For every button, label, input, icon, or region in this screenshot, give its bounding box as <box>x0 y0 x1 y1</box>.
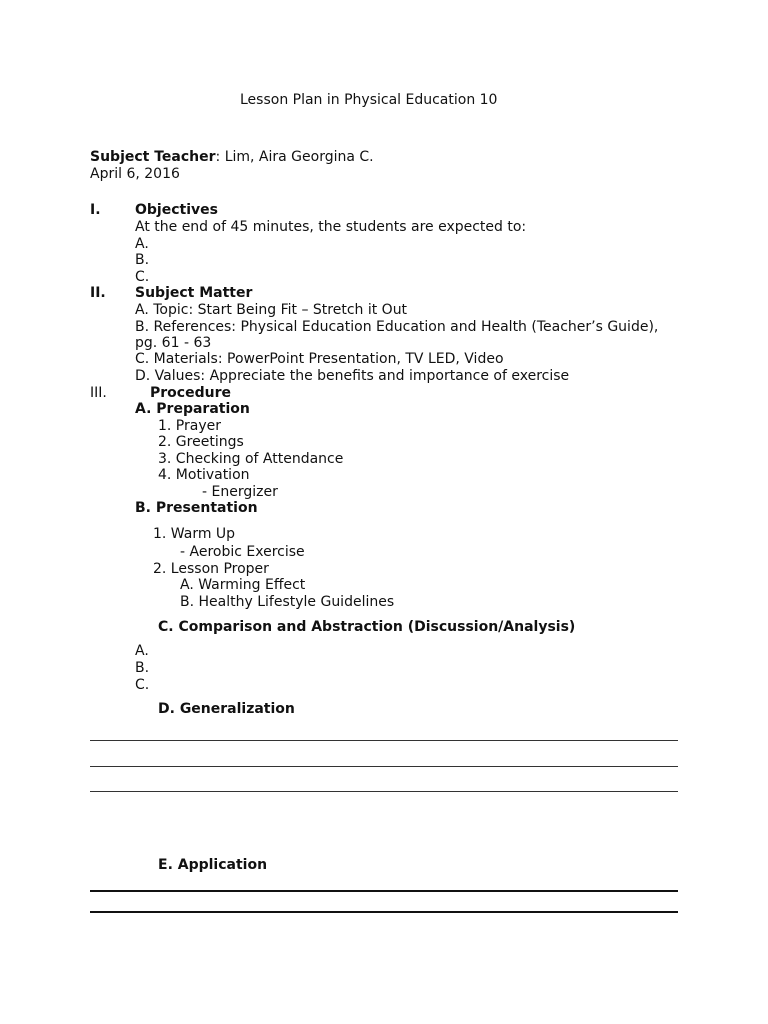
subject-values: D. Values: Appreciate the benefits and importance of exercise <box>135 368 570 384</box>
generalization-answer-line <box>90 791 678 792</box>
objective-item-c: C. <box>135 269 150 285</box>
subject-matter-numeral: II. <box>90 285 106 301</box>
presentation-lesson-b: B. Healthy Lifestyle Guidelines <box>180 594 395 610</box>
preparation-item-motivation: 4. Motivation <box>158 467 250 483</box>
preparation-item-greetings: 2. Greetings <box>158 434 244 450</box>
presentation-warmup: 1. Warm Up <box>153 526 236 542</box>
application-heading: E. Application <box>158 857 268 873</box>
subject-references-pages: pg. 61 - 63 <box>135 335 212 351</box>
subject-references: B. References: Physical Education Education and Health (Teacher’s Guide), <box>135 319 659 335</box>
comparison-item-b: B. <box>135 660 150 676</box>
objective-item-a: A. <box>135 236 149 252</box>
lesson-date: April 6, 2016 <box>90 166 180 182</box>
document-title: Lesson Plan in Physical Education 10 <box>240 92 498 108</box>
presentation-heading: B. Presentation <box>135 500 258 516</box>
presentation-lesson-proper: 2. Lesson Proper <box>153 561 269 577</box>
subject-topic: A. Topic: Start Being Fit – Stretch it Out <box>135 302 408 318</box>
teacher-label: Subject Teacher <box>90 149 216 165</box>
application-answer-line <box>90 890 678 892</box>
generalization-answer-line <box>90 766 678 767</box>
generalization-heading: D. Generalization <box>158 701 295 717</box>
procedure-numeral: III. <box>90 385 107 401</box>
objectives-numeral: I. <box>90 202 101 218</box>
comparison-item-a: A. <box>135 643 149 659</box>
application-answer-line <box>90 911 678 913</box>
comparison-heading: C. Comparison and Abstraction (Discussion/Analysis) <box>158 619 576 635</box>
objective-item-b: B. <box>135 252 150 268</box>
presentation-lesson-a: A. Warming Effect <box>180 577 306 593</box>
comparison-item-c: C. <box>135 677 150 693</box>
preparation-sub-energizer: - Energizer <box>202 484 278 500</box>
procedure-heading: Procedure <box>150 385 231 401</box>
preparation-item-attendance: 3. Checking of Attendance <box>158 451 344 467</box>
objectives-heading: Objectives <box>135 202 218 218</box>
teacher-value: : Lim, Aira Georgina C. <box>215 149 374 165</box>
subject-matter-heading: Subject Matter <box>135 285 253 301</box>
objectives-intro: At the end of 45 minutes, the students are expected to: <box>135 219 527 235</box>
teacher-line <box>90 149 374 166</box>
subject-materials: C. Materials: PowerPoint Presentation, TV LED, Video <box>135 351 504 367</box>
preparation-item-prayer: 1. Prayer <box>158 418 221 434</box>
generalization-answer-line <box>90 740 678 741</box>
preparation-heading: A. Preparation <box>135 401 250 417</box>
presentation-warmup-sub: - Aerobic Exercise <box>180 544 305 560</box>
